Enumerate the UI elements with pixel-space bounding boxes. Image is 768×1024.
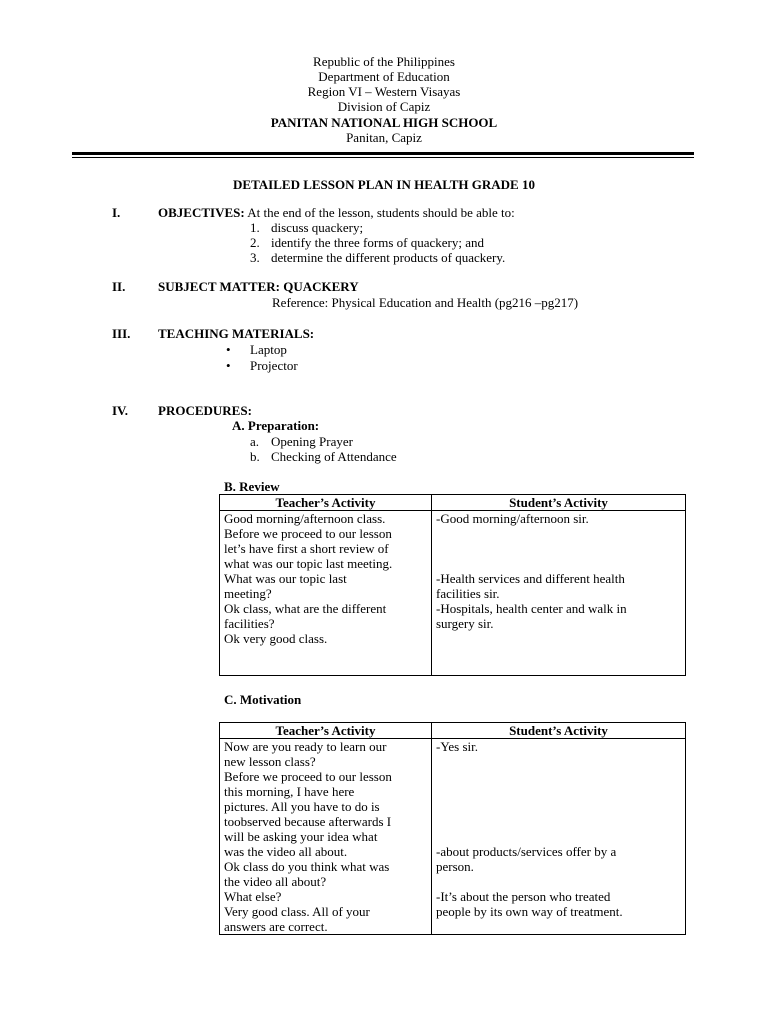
student-activity-header: Student’s Activity <box>432 495 686 511</box>
objectives-label: OBJECTIVES: <box>158 205 245 220</box>
student-activity-header: Student’s Activity <box>432 723 686 739</box>
student-activity-cell <box>432 511 686 676</box>
preparation-heading: A. Preparation: <box>232 418 320 433</box>
material-item-projector: • Projector <box>250 358 298 373</box>
teacher-line: what was our topic last meeting. <box>224 556 393 571</box>
subject-reference: Reference: Physical Education and Health (pg216 –pg217) <box>272 295 579 310</box>
teacher-line: What else? <box>224 889 282 904</box>
student-line: person. <box>436 859 474 874</box>
student-line: -It’s about the person who treated <box>436 889 611 904</box>
teacher-line: new lesson class? <box>224 754 316 769</box>
teacher-activity-cell <box>220 511 432 676</box>
table-header-row <box>220 495 686 511</box>
preparation-letter: a. <box>250 434 260 449</box>
student-line: people by its own way of treatment. <box>436 904 623 919</box>
teacher-activity-header: Teacher’s Activity <box>220 495 432 511</box>
document-title: DETAILED LESSON PLAN IN HEALTH GRADE 10 <box>233 177 535 192</box>
teacher-line: Good morning/afternoon class. <box>224 511 386 526</box>
student-line: surgery sir. <box>436 616 494 631</box>
objective-number: 3. <box>250 250 260 265</box>
teacher-line: Ok very good class. <box>224 631 328 646</box>
objective-item: determine the different products of quackery. <box>271 250 506 265</box>
teacher-line: will be asking your idea what <box>224 829 378 844</box>
teacher-line: the video all about? <box>224 874 327 889</box>
teacher-line: this morning, I have here <box>224 784 355 799</box>
teacher-line: Before we proceed to our lesson <box>224 769 392 784</box>
student-activity-cell <box>432 739 686 935</box>
preparation-item: Opening Prayer <box>271 434 353 449</box>
teacher-line: Ok class, what are the different <box>224 601 387 616</box>
school-location: Panitan, Capiz <box>346 130 422 145</box>
teacher-line: was the video all about. <box>224 844 348 859</box>
teacher-line: Very good class. All of your <box>224 904 370 919</box>
procedures-heading: PROCEDURES: <box>158 403 252 418</box>
student-line: -Yes sir. <box>436 739 479 754</box>
preparation-letter: b. <box>250 449 260 464</box>
table-row <box>220 739 686 935</box>
school-name: PANITAN NATIONAL HIGH SCHOOL <box>270 115 498 130</box>
objective-item: discuss quackery; <box>271 220 364 235</box>
objectives-intro: At the end of the lesson, students should be able to: <box>244 205 515 220</box>
header-line-department: Department of Education <box>318 69 450 84</box>
review-heading: B. Review <box>224 479 280 494</box>
teacher-line: Now are you ready to learn our <box>224 739 387 754</box>
teacher-line: What was our topic last <box>224 571 347 586</box>
material-item-laptop: • Laptop <box>250 342 287 357</box>
teacher-activity-cell <box>220 739 432 935</box>
student-line: -Hospitals, health center and walk in <box>436 601 627 616</box>
teacher-line: let’s have first a short review of <box>224 541 389 556</box>
header-line-region: Region VI – Western Visayas <box>307 84 461 99</box>
student-line: -about products/services offer by a <box>436 844 617 859</box>
motivation-heading: C. Motivation <box>224 692 302 707</box>
table-row <box>220 511 686 676</box>
student-line: -Good morning/afternoon sir. <box>436 511 589 526</box>
preparation-item: Checking of Attendance <box>271 449 397 464</box>
teacher-line: pictures. All you have to do is <box>224 799 380 814</box>
header-line-republic: Republic of the Philippines <box>313 54 455 69</box>
objectives-number: I. <box>112 205 121 220</box>
procedures-number: IV. <box>112 403 129 418</box>
teacher-line: Ok class do you think what was <box>224 859 390 874</box>
objective-number: 1. <box>250 220 260 235</box>
review-table <box>219 494 686 676</box>
subject-heading: SUBJECT MATTER: QUACKERY <box>158 279 359 294</box>
materials-number: III. <box>112 326 131 341</box>
objective-item: identify the three forms of quackery; and <box>271 235 484 250</box>
student-line: -Health services and different health <box>436 571 625 586</box>
objectives-heading <box>158 205 515 220</box>
header-line-division: Division of Capiz <box>337 99 431 114</box>
table-header-row <box>220 723 686 739</box>
objective-number: 2. <box>250 235 260 250</box>
materials-heading: TEACHING MATERIALS: <box>158 326 315 341</box>
header-rule-thick <box>72 152 694 155</box>
teacher-line: facilities? <box>224 616 275 631</box>
student-line: facilities sir. <box>436 586 500 601</box>
teacher-line: toobserved because afterwards I <box>224 814 392 829</box>
teacher-line: meeting? <box>224 586 272 601</box>
teacher-line: answers are correct. <box>224 919 328 934</box>
subject-number: II. <box>112 279 126 294</box>
teacher-activity-header: Teacher’s Activity <box>220 723 432 739</box>
header-rule-thin <box>72 157 694 158</box>
motivation-table <box>219 722 686 935</box>
teacher-line: Before we proceed to our lesson <box>224 526 392 541</box>
